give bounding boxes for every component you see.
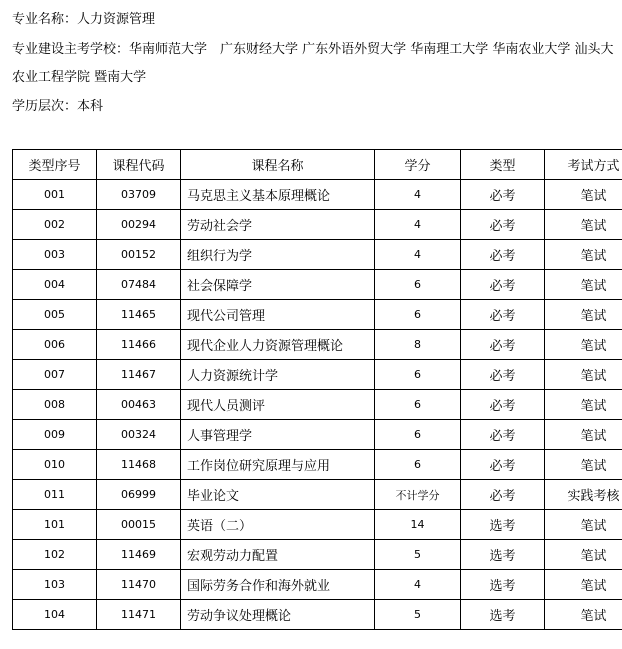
course-code-cell: 11471: [97, 600, 181, 630]
exam-method-cell: 笔试: [545, 330, 622, 360]
course-type-cell: 选考: [461, 600, 545, 630]
course-code-cell: 00463: [97, 390, 181, 420]
table-row: [13, 270, 622, 300]
course-name-cell: 人力资源统计学: [181, 360, 375, 390]
table-row: [13, 420, 622, 450]
credits-cell: 4: [375, 240, 461, 270]
exam-method-cell: 笔试: [545, 300, 622, 330]
type-seq-cell: 103: [13, 570, 97, 600]
course-code-cell: 11468: [97, 450, 181, 480]
course-code-cell: 03709: [97, 180, 181, 210]
course-code-cell: 11467: [97, 360, 181, 390]
credits-cell: 4: [375, 180, 461, 210]
table-row: [13, 390, 622, 420]
course-type-cell: 必考: [461, 360, 545, 390]
credits-cell: 不计学分: [375, 480, 461, 510]
course-type-cell: 选考: [461, 510, 545, 540]
course-code-cell: 06999: [97, 480, 181, 510]
course-name-cell: 毕业论文: [181, 480, 375, 510]
course-code-cell: 00324: [97, 420, 181, 450]
course-type-cell: 必考: [461, 300, 545, 330]
type-seq-cell: 005: [13, 300, 97, 330]
table-row: [13, 330, 622, 360]
type-seq-cell: 001: [13, 180, 97, 210]
course-code-cell: 07484: [97, 270, 181, 300]
credits-cell: 4: [375, 570, 461, 600]
type-seq-cell: 007: [13, 360, 97, 390]
education-level-value: 本科: [77, 99, 104, 114]
type-seq-cell: 008: [13, 390, 97, 420]
major-name-line: [12, 12, 155, 28]
host-schools-line: [12, 42, 614, 58]
table-row: [13, 360, 622, 390]
exam-method-cell: 笔试: [545, 240, 622, 270]
course-type-cell: 必考: [461, 240, 545, 270]
type-seq-cell: 009: [13, 420, 97, 450]
course-type-cell: 必考: [461, 450, 545, 480]
type-seq-cell: 102: [13, 540, 97, 570]
exam-method-cell: 笔试: [545, 270, 622, 300]
credits-cell: 6: [375, 420, 461, 450]
type-seq-cell: 104: [13, 600, 97, 630]
table-row: [13, 540, 622, 570]
credits-cell: 4: [375, 210, 461, 240]
table-row: [13, 210, 622, 240]
course-type-cell: 必考: [461, 420, 545, 450]
course-name-cell: 组织行为学: [181, 240, 375, 270]
type-seq-cell: 010: [13, 450, 97, 480]
table-body: [13, 180, 622, 630]
header-type-seq: 类型序号: [13, 150, 97, 180]
major-name-value: 人力资源管理: [77, 12, 156, 27]
header-course-name: 课程名称: [181, 150, 375, 180]
type-seq-cell: 003: [13, 240, 97, 270]
course-type-cell: 必考: [461, 180, 545, 210]
major-name-label: 专业名称：: [12, 12, 78, 27]
credits-cell: 6: [375, 450, 461, 480]
course-name-cell: 国际劳务合作和海外就业: [181, 570, 375, 600]
course-name-cell: 马克思主义基本原理概论: [181, 180, 375, 210]
course-type-cell: 选考: [461, 570, 545, 600]
table-row: [13, 600, 622, 630]
course-code-cell: 11466: [97, 330, 181, 360]
course-name-cell: 社会保障学: [181, 270, 375, 300]
credits-cell: 5: [375, 540, 461, 570]
course-name-cell: 现代人员测评: [181, 390, 375, 420]
course-code-cell: 00015: [97, 510, 181, 540]
education-level-line: [12, 99, 103, 115]
course-name-cell: 现代企业人力资源管理概论: [181, 330, 375, 360]
exam-method-cell: 笔试: [545, 570, 622, 600]
course-name-cell: 劳动争议处理概论: [181, 600, 375, 630]
course-type-cell: 必考: [461, 390, 545, 420]
exam-method-cell: 笔试: [545, 420, 622, 450]
course-type-cell: 必考: [461, 270, 545, 300]
credits-cell: 6: [375, 300, 461, 330]
exam-method-cell: 笔试: [545, 540, 622, 570]
credits-cell: 5: [375, 600, 461, 630]
education-level-label: 学历层次：: [12, 99, 78, 114]
table-header-row: [13, 150, 622, 180]
course-name-cell: 工作岗位研究原理与应用: [181, 450, 375, 480]
table-row: [13, 570, 622, 600]
table-row: [13, 300, 622, 330]
course-code-cell: 00294: [97, 210, 181, 240]
credits-cell: 14: [375, 510, 461, 540]
type-seq-cell: 002: [13, 210, 97, 240]
course-name-cell: 人事管理学: [181, 420, 375, 450]
table-row: [13, 510, 622, 540]
header-course-code: 课程代码: [97, 150, 181, 180]
host-schools-label: 专业建设主考学校：: [12, 42, 130, 57]
course-code-cell: 00152: [97, 240, 181, 270]
course-name-cell: 宏观劳动力配置: [181, 540, 375, 570]
exam-method-cell: 笔试: [545, 390, 622, 420]
header-type: 类型: [461, 150, 545, 180]
credits-cell: 6: [375, 270, 461, 300]
course-name-cell: 现代公司管理: [181, 300, 375, 330]
exam-method-cell: 笔试: [545, 450, 622, 480]
course-type-cell: 必考: [461, 210, 545, 240]
exam-method-cell: 实践考核: [545, 480, 622, 510]
course-type-cell: 选考: [461, 540, 545, 570]
course-code-cell: 11469: [97, 540, 181, 570]
type-seq-cell: 004: [13, 270, 97, 300]
type-seq-cell: 101: [13, 510, 97, 540]
table-row: [13, 240, 622, 270]
exam-method-cell: 笔试: [545, 510, 622, 540]
exam-method-cell: 笔试: [545, 360, 622, 390]
header-credits: 学分: [375, 150, 461, 180]
credits-cell: 8: [375, 330, 461, 360]
host-schools-value: 华南师范大学 广东财经大学 广东外语外贸大学 华南理工大学 华南农业大学 汕头大: [129, 42, 614, 57]
course-name-cell: 英语（二）: [181, 510, 375, 540]
table-row: [13, 450, 622, 480]
credits-cell: 6: [375, 390, 461, 420]
type-seq-cell: 006: [13, 330, 97, 360]
table-row: [13, 480, 622, 510]
course-code-cell: 11470: [97, 570, 181, 600]
course-code-cell: 11465: [97, 300, 181, 330]
course-table: [12, 149, 622, 630]
table-row: [13, 180, 622, 210]
type-seq-cell: 011: [13, 480, 97, 510]
course-name-cell: 劳动社会学: [181, 210, 375, 240]
host-schools-continuation: 农业工程学院 暨南大学: [12, 70, 147, 85]
exam-method-cell: 笔试: [545, 600, 622, 630]
exam-method-cell: 笔试: [545, 180, 622, 210]
exam-method-cell: 笔试: [545, 210, 622, 240]
credits-cell: 6: [375, 360, 461, 390]
header-exam-method: 考试方式: [545, 150, 622, 180]
course-type-cell: 必考: [461, 480, 545, 510]
course-type-cell: 必考: [461, 330, 545, 360]
